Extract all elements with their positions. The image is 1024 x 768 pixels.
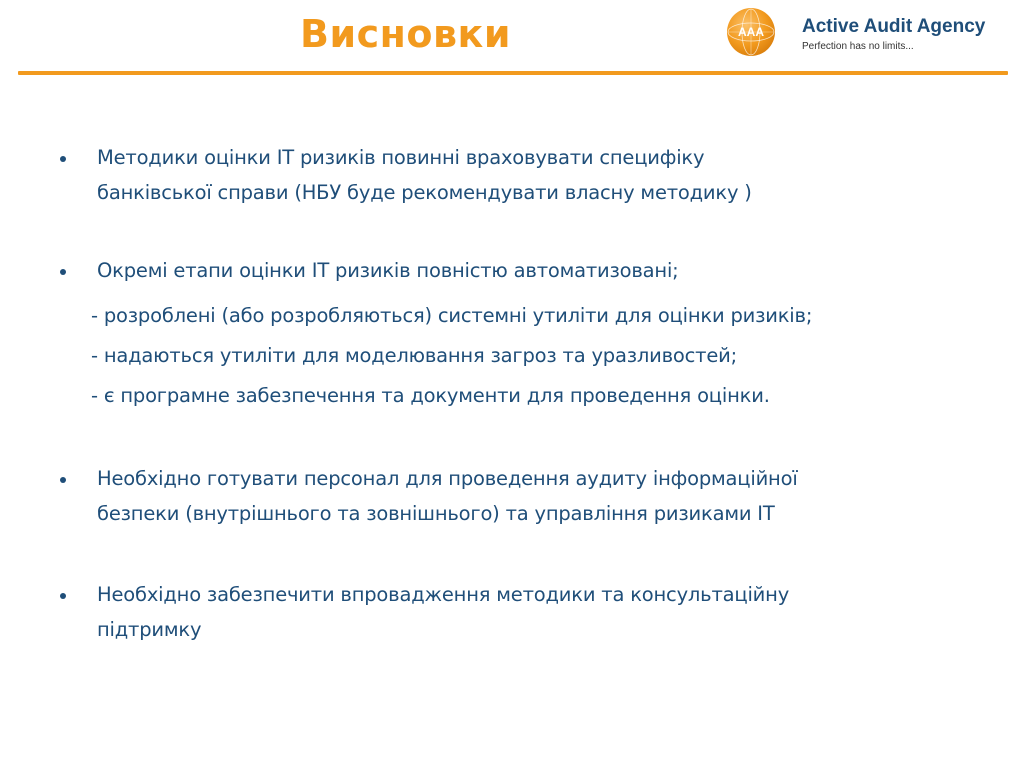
bullet-dot-4 bbox=[60, 593, 66, 599]
bullet-3-line-2: безпеки (внутрішнього та зовнішнього) та управління ризиками ІТ bbox=[97, 502, 775, 525]
logo-name: Active Audit Agency bbox=[802, 16, 986, 37]
logo-tagline: Perfection has no limits... bbox=[802, 41, 914, 52]
bullet-dot-3 bbox=[60, 477, 66, 483]
logo-mark-text: AAA bbox=[738, 25, 764, 39]
bullet-1-line-1: Методики оцінки ІТ ризиків повинні враховувати специфіку bbox=[97, 146, 705, 169]
bullet-3-line-1: Необхідно готувати персонал для проведення аудиту інформаційної bbox=[97, 467, 798, 490]
bullet-4-line-2: підтримку bbox=[97, 618, 202, 641]
bullet-dot-1 bbox=[60, 156, 66, 162]
slide-title: Висновки bbox=[300, 12, 511, 56]
bullet-2-line-1: Окремі етапи оцінки ІТ ризиків повністю автоматизовані; bbox=[97, 259, 679, 282]
bullet-4-line-1: Необхідно забезпечити впровадження методики та консультаційну bbox=[97, 583, 790, 606]
bullet-2-subitem-1: - розроблені (або розробляються) системні утиліти для оцінки ризиків; bbox=[91, 304, 813, 327]
bullet-dot-2 bbox=[60, 269, 66, 275]
bullet-1-line-2: банківської справи (НБУ буде рекомендувати власну методику ) bbox=[97, 181, 752, 204]
bullet-2-subitem-3: - є програмне забезпечення та документи для проведення оцінки. bbox=[91, 384, 770, 407]
bullet-2-subitem-2: - надаються утиліти для моделювання загроз та уразливостей; bbox=[91, 344, 737, 367]
